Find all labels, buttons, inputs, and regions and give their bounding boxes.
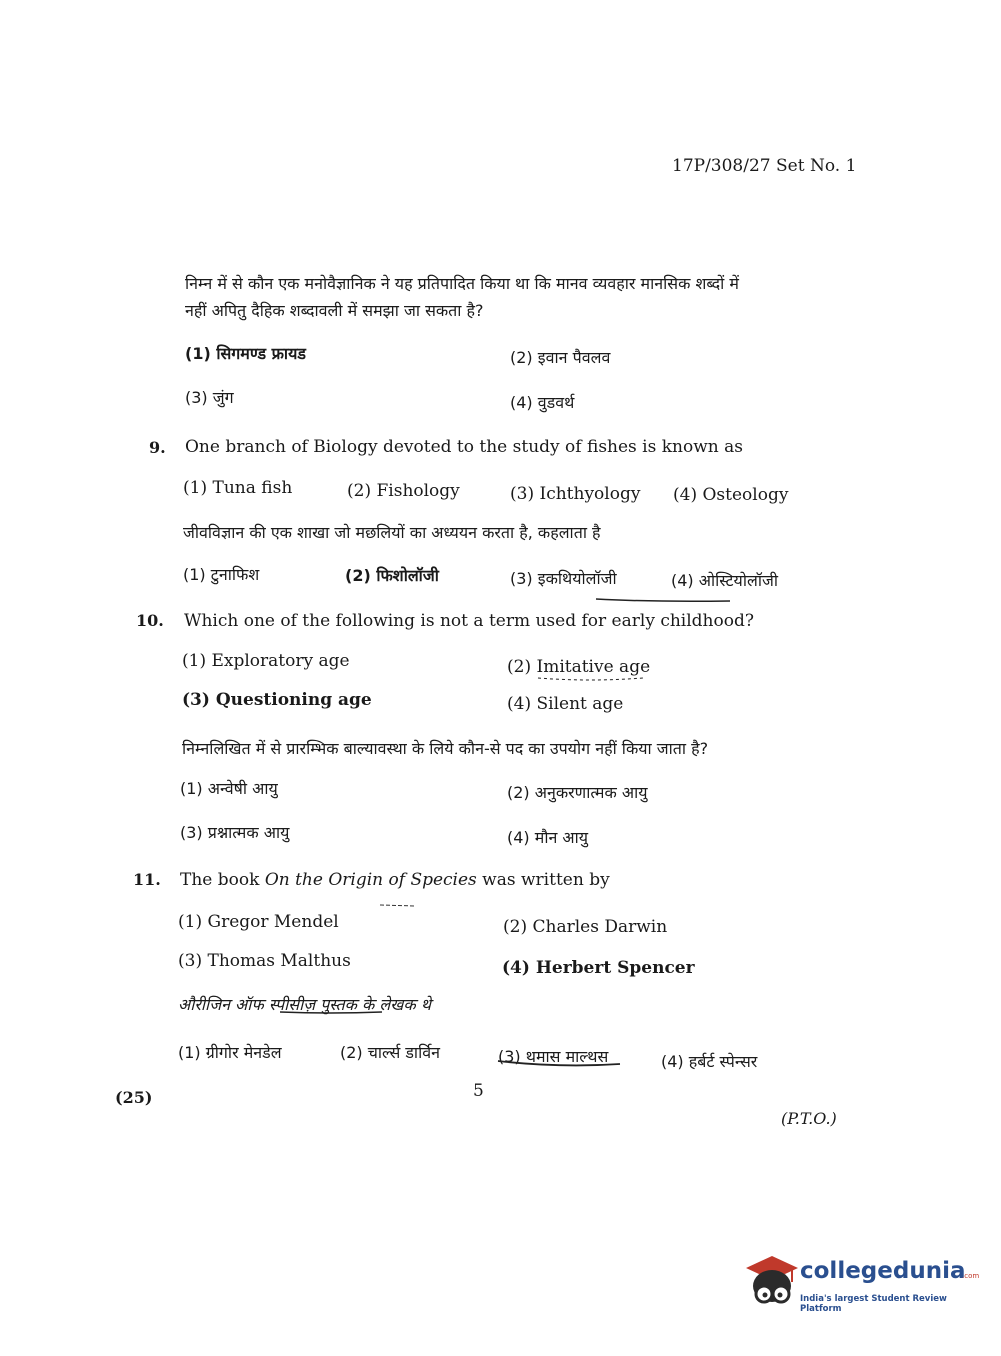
q11-hindi-option-3: (3) थमास माल्थस — [498, 1047, 609, 1066]
q10-option-3: (3) Questioning age — [182, 690, 372, 710]
q11-option-4: (4) Herbert Spencer — [502, 958, 695, 978]
q9-hindi-option-3: (3) इकथियोलॉजी — [510, 569, 617, 588]
q9-hindi-option-2: (2) फिशोलॉजी — [345, 566, 439, 585]
q8-option-1: (1) सिगमण्ड फ्रायड — [185, 344, 306, 363]
q9-option-1: (1) Tuna fish — [183, 478, 293, 498]
q11-number: 11. — [133, 870, 161, 889]
q9-hindi: जीवविज्ञान की एक शाखा जो मछलियों का अध्ययन करता है, कहलाता है — [183, 523, 601, 542]
logo-tagline: India's largest Student Review Platform — [800, 1294, 947, 1314]
q10-hindi-option-2: (2) अनुकरणात्मक आयु — [507, 783, 648, 802]
q10-option-1: (1) Exploratory age — [182, 651, 350, 671]
q10-number: 10. — [136, 611, 164, 630]
q8-option-4: (4) वुडवर्थ — [510, 393, 575, 412]
q11-book-title: On the Origin of Species — [264, 870, 477, 890]
q10-option-4: (4) Silent age — [507, 694, 624, 714]
q9-hindi-option-1: (1) टुनाफिश — [183, 565, 260, 584]
pto-note: (P.T.O.) — [781, 1109, 837, 1128]
q11-hindi: औरीजिन ऑफ स्पीसीज़ पुस्तक के लेखक थे — [178, 995, 431, 1014]
footer-code: (25) — [115, 1088, 153, 1107]
q8-hindi-line2: नहीं अपितु दैहिक शब्दावली में समझा जा सकता है? — [185, 301, 484, 320]
q11-option-1: (1) Gregor Mendel — [178, 912, 339, 932]
q9-option-4: (4) Osteology — [673, 485, 789, 505]
q10-hindi-option-1: (1) अन्वेषी आयु — [180, 779, 278, 798]
logo-suffix: .com — [962, 1272, 980, 1280]
page-number: 5 — [473, 1081, 484, 1101]
q8-option-3: (3) जुंग — [185, 388, 234, 407]
q9-option-3: (3) Ichthyology — [510, 484, 641, 504]
q9-text: One branch of Biology devoted to the study of fishes is known as — [185, 437, 743, 457]
q11-hindi-option-4: (4) हर्बर्ट स्पेन्सर — [661, 1052, 758, 1071]
q10-option-2: (2) Imitative age — [507, 657, 651, 677]
paper-code: 17P/308/27 Set No. 1 — [672, 156, 857, 176]
q11-text: The book On the Origin of Species was written by — [180, 870, 610, 890]
logo-name: collegedunia — [800, 1258, 966, 1284]
collegedunia-logo — [742, 1250, 980, 1314]
q9-hindi-option-4: (4) ओस्टियोलॉजी — [671, 571, 778, 590]
q11-option-3: (3) Thomas Malthus — [178, 951, 351, 971]
q9-option-2: (2) Fishology — [347, 481, 460, 501]
q10-hindi-option-4: (4) मौन आयु — [507, 828, 589, 847]
q11-hindi-option-1: (1) ग्रीगोर मेनडेल — [178, 1043, 282, 1062]
q10-hindi-option-3: (3) प्रश्नात्मक आयु — [180, 823, 290, 842]
q8-option-2: (2) इवान पैवलव — [510, 348, 611, 367]
q8-hindi-line1: निम्न में से कौन एक मनोवैज्ञानिक ने यह प्रतिपादित किया था कि मानव व्यवहार मानसिक शब्दों में — [185, 274, 739, 293]
q10-text: Which one of the following is not a term used for early childhood? — [184, 611, 754, 631]
mascot-icon — [742, 1250, 800, 1312]
q9-number: 9. — [149, 438, 166, 457]
q11-option-2: (2) Charles Darwin — [503, 917, 668, 937]
q10-hindi: निम्नलिखित में से प्रारम्भिक बाल्यावस्था के लिये कौन-से पद का उपयोग नहीं किया जाता है? — [182, 739, 709, 758]
q11-hindi-option-2: (2) चार्ल्स डार्विन — [340, 1043, 440, 1062]
